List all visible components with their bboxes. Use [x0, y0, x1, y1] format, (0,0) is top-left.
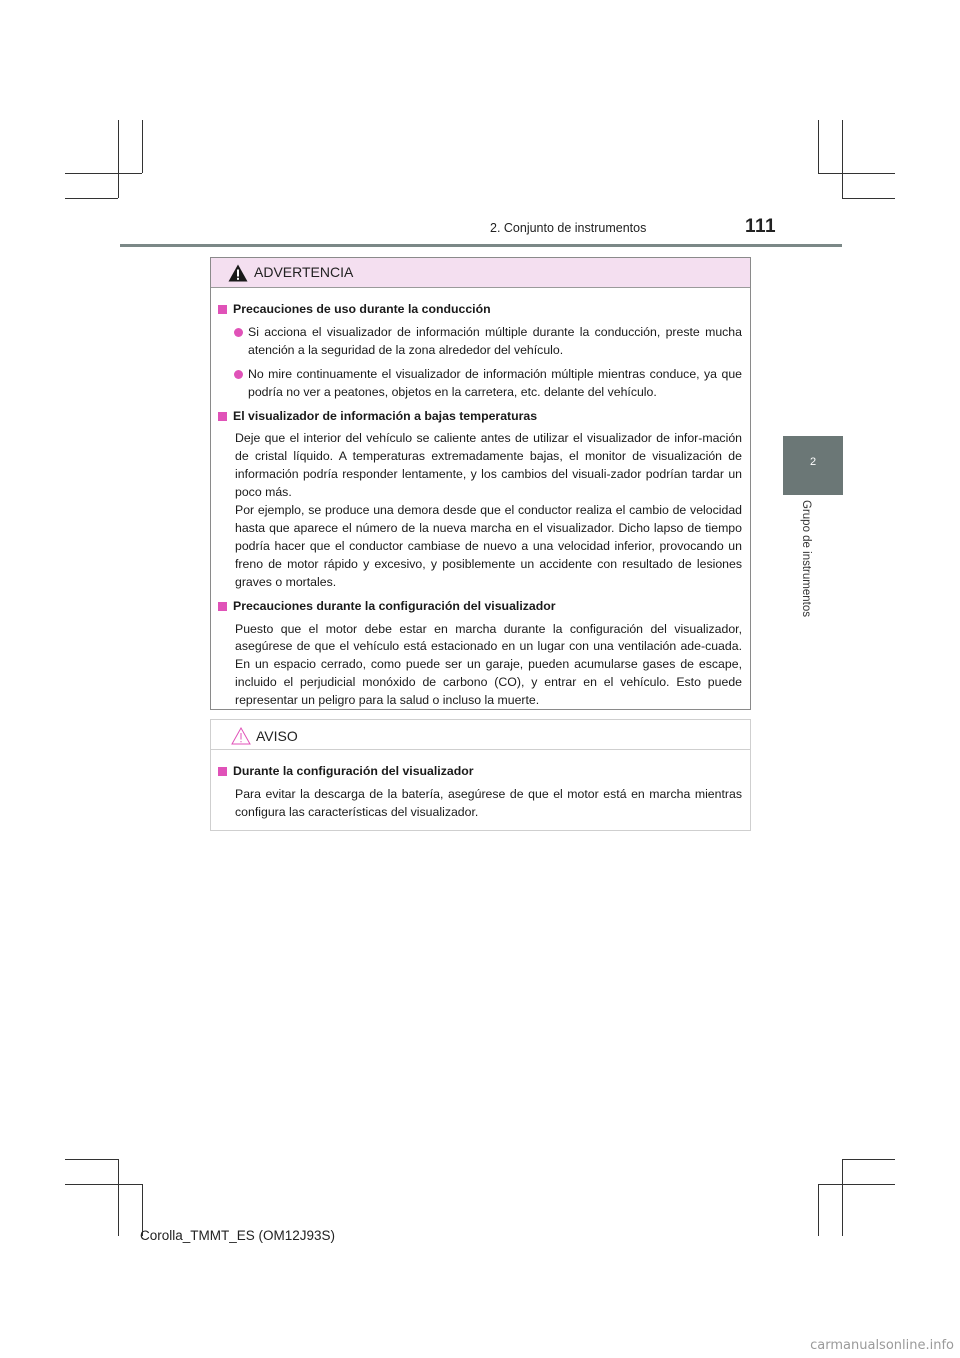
warning-title: ADVERTENCIA: [254, 264, 354, 280]
notice-body: [211, 750, 750, 822]
bullet-item: [218, 366, 742, 402]
paragraph: Para evitar la descarga de la batería, asegúrese de que el motor está en marcha mientras configura las características del visualizador.: [235, 786, 742, 819]
crop-mark: [818, 120, 819, 173]
chapter-tab: [783, 436, 843, 495]
section-title-text: Precauciones durante la configuración del visualizador: [233, 598, 556, 613]
warning-box: [210, 257, 751, 710]
warning-triangle-filled-icon: [228, 264, 248, 282]
crop-mark: [65, 1159, 118, 1160]
warning-header: [211, 258, 750, 288]
paragraph: Deje que el interior del vehículo se caliente antes de utilizar el visualizador de infor-mación de cristal líquido. A temperaturas extremadamente bajas, el monitor de visualización de información podría responder lentamente, y los cambios del visuali-zador podrían tardar un poco más.: [235, 431, 742, 500]
crop-mark: [118, 1159, 119, 1236]
section-title-text: El visualizador de información a bajas temperaturas: [233, 408, 538, 423]
header-rule: [120, 244, 842, 247]
crop-mark: [65, 1184, 142, 1185]
section-title: [218, 598, 742, 616]
section-title: [218, 763, 742, 781]
crop-mark: [65, 198, 118, 199]
section-title: [218, 408, 742, 426]
paragraph: Puesto que el motor debe estar en marcha durante la configuración del visualizador, asegúrese de que el vehículo está estacionado en un lugar con una ventilación ade-cuada. En un espacio cerrado, como puede ser un garaje, pueden acumularse gases de escape, incluido el perjudicial monóxido de carbono (CO), y entrar en el vehículo. Esto puede representar un peligro para la salud o incluso la muerte.: [235, 621, 742, 708]
warning-body: [211, 288, 750, 710]
notice-box: [210, 719, 751, 831]
square-bullet-icon: [218, 767, 227, 776]
bullet-text: Si acciona el visualizador de información múltiple durante la conducción, preste mucha atención a la seguridad de la zona alrededor del vehículo.: [248, 324, 742, 357]
crop-mark: [118, 120, 119, 198]
crop-mark: [842, 1159, 895, 1160]
footer-model-code: Corolla_TMMT_ES (OM12J93S): [140, 1228, 336, 1243]
chapter-tab-label: Grupo de instrumentos: [800, 500, 812, 617]
page-number: 111: [745, 216, 777, 237]
watermark: carmanualsonline.info: [810, 1338, 954, 1353]
crop-mark: [65, 173, 142, 174]
circle-bullet-icon: [234, 370, 243, 379]
notice-header: [211, 720, 750, 750]
crop-mark: [142, 120, 143, 173]
crop-mark: [818, 173, 895, 174]
square-bullet-icon: [218, 602, 227, 611]
notice-title: AVISO: [256, 728, 298, 744]
square-bullet-icon: [218, 305, 227, 314]
crop-mark: [842, 120, 843, 198]
section-title-text: Durante la configuración del visualizador: [233, 764, 474, 778]
crop-mark: [818, 1184, 895, 1185]
caution-triangle-outline-icon: [231, 727, 251, 745]
bullet-text: No mire continuamente el visualizador de información múltiple mientras conduce, ya que podría no ver a peatones, objetos en la carretera, etc. delante del vehículo.: [248, 366, 742, 399]
crop-mark: [842, 198, 895, 199]
crop-mark: [818, 1184, 819, 1236]
paragraph: Por ejemplo, se produce una demora desde que el conductor realiza el cambio de velocidad hasta que aparece el número de la nueva marcha en el visualizador. Dicho lapso de tiempo podría hacer que el conductor cambiase de nuevo a una velocidad inferior, provocando un freno de motor rápido y excesivo, y posiblemente un accidente con resultado de lesiones graves o mortales.: [235, 503, 742, 589]
chapter-tab-number: 2: [809, 456, 817, 468]
crop-mark: [842, 1159, 843, 1236]
section-title: [218, 301, 742, 319]
square-bullet-icon: [218, 412, 227, 421]
circle-bullet-icon: [234, 328, 243, 337]
bullet-item: [218, 324, 742, 360]
section-title-text: Precauciones de uso durante la conducción: [233, 302, 491, 316]
chapter-heading: 2. Conjunto de instrumentos: [490, 221, 647, 235]
